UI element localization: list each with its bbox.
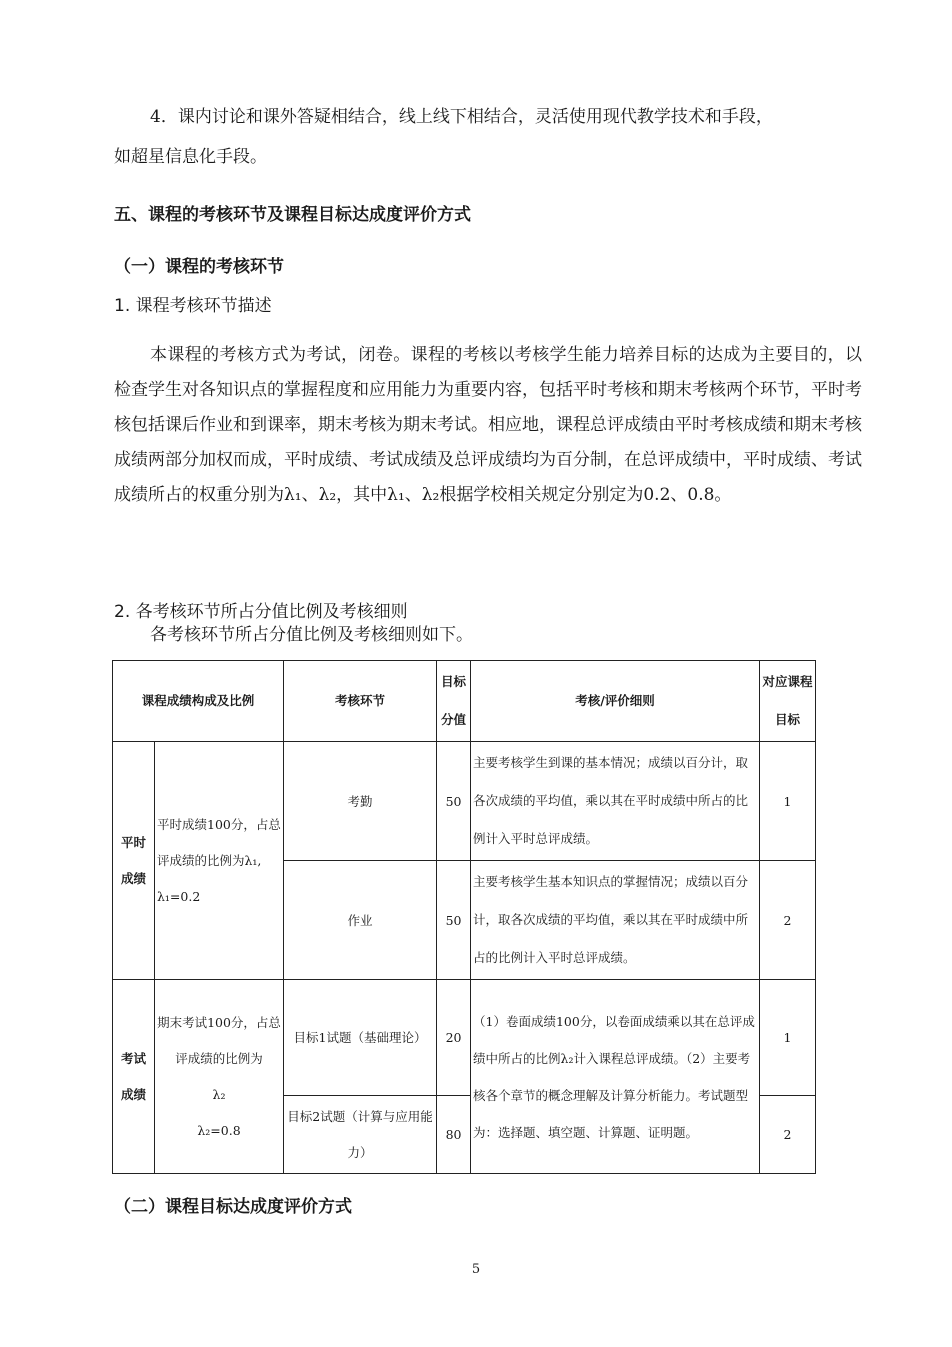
criteria-homework: 主要考核学生基本知识点的掌握情况；成绩以百分计，取各次成绩的平均值，乘以其在平时成绩中所占的比例计入平时总评成绩。: [471, 861, 760, 980]
table-row: [113, 980, 816, 1096]
criteria-attendance: 主要考核学生到课的基本情况；成绩以百分计，取各次成绩的平均值，乘以其在平时成绩中所占的比例计入平时总评成绩。: [471, 742, 760, 861]
header-composition: 课程成绩构成及比例: [113, 661, 284, 742]
paragraph-line: 4．课内讨论和课外答疑相结合，线上线下相结合，灵活使用现代教学技术和手段，: [150, 107, 773, 127]
component-target2: 目标2试题（计算与应用能力）: [284, 1096, 437, 1174]
table-header-row: [113, 661, 816, 742]
page-number: 5: [471, 1262, 481, 1277]
section-heading-5: 五、课程的考核环节及课程目标达成度评价方式: [114, 205, 471, 225]
assessment-table: [112, 660, 816, 1174]
score-target1: 20: [437, 980, 471, 1096]
item-heading-2: 2. 各考核环节所占分值比例及考核细则: [114, 602, 408, 622]
header-criteria: 考核/评价细则: [471, 661, 760, 742]
paragraph-teaching-method-4: [114, 100, 862, 135]
ratio-exam-lambda: λ₂: [212, 1086, 226, 1102]
objective-target1: 1: [760, 980, 816, 1096]
group-regular: 平时成绩: [113, 742, 155, 980]
criteria-exam: （1）卷面成绩100分，以卷面成绩乘以其在总评成绩中所占的比例λ₂计入课程总评成绩。（2）主要考核各个章节的概念理解及计算分析能力。考试题型为：选择题、填空题、计算题、证明题。: [471, 980, 760, 1174]
header-score: 目标分值: [437, 661, 471, 742]
subsection-heading-1: （一）课程的考核环节: [114, 257, 284, 277]
ratio-regular: 平时成绩100分，占总评成绩的比例为λ₁, λ₁=0.2: [155, 742, 284, 980]
paragraph-table-intro: 各考核环节所占分值比例及考核细则如下。: [150, 625, 473, 645]
component-attendance: 考勤: [284, 742, 437, 861]
score-homework: 50: [437, 861, 471, 980]
component-target1: 目标1试题（基础理论）: [284, 980, 437, 1096]
objective-attendance: 1: [760, 742, 816, 861]
paragraph-teaching-method-4-cont: [114, 140, 862, 175]
score-target2: 80: [437, 1096, 471, 1174]
ratio-exam: [155, 980, 284, 1174]
header-objective: 对应课程目标: [760, 661, 816, 742]
header-component: 考核环节: [284, 661, 437, 742]
objective-homework: 2: [760, 861, 816, 980]
ratio-exam-value: λ₂=0.8: [197, 1122, 241, 1138]
paragraph-assessment-description: 本课程的考核方式为考试，闭卷。课程的考核以考核学生能力培养目标的达成为主要目的，以检查学生对各知识点的掌握程度和应用能力为重要内容，包括平时考核和期末考核两个环节，平时考核包括课后作业和到课率，期末考核为期末考试。相应地，课程总评成绩由平时考核成绩和期末考核成绩两部分加权而成，平时成绩、考试成绩及总评成绩均为百分制，在总评成绩中，平时成绩、考试成绩所占的权重分别为λ₁、λ₂，其中λ₁、λ₂根据学校相关规定分别定为0.2、0.8。: [114, 345, 862, 505]
table-row: [113, 742, 816, 861]
item-heading-1: 1. 课程考核环节描述: [114, 296, 272, 316]
objective-target2: 2: [760, 1096, 816, 1174]
ratio-exam-line: 期末考试100分，占总评成绩的比例为: [157, 1014, 281, 1066]
paragraph-line: 如超星信息化手段。: [114, 147, 267, 167]
subsection-heading-2: （二）课程目标达成度评价方式: [114, 1197, 352, 1217]
score-attendance: 50: [437, 742, 471, 861]
component-homework: 作业: [284, 861, 437, 980]
group-exam: 考试成绩: [113, 980, 155, 1174]
